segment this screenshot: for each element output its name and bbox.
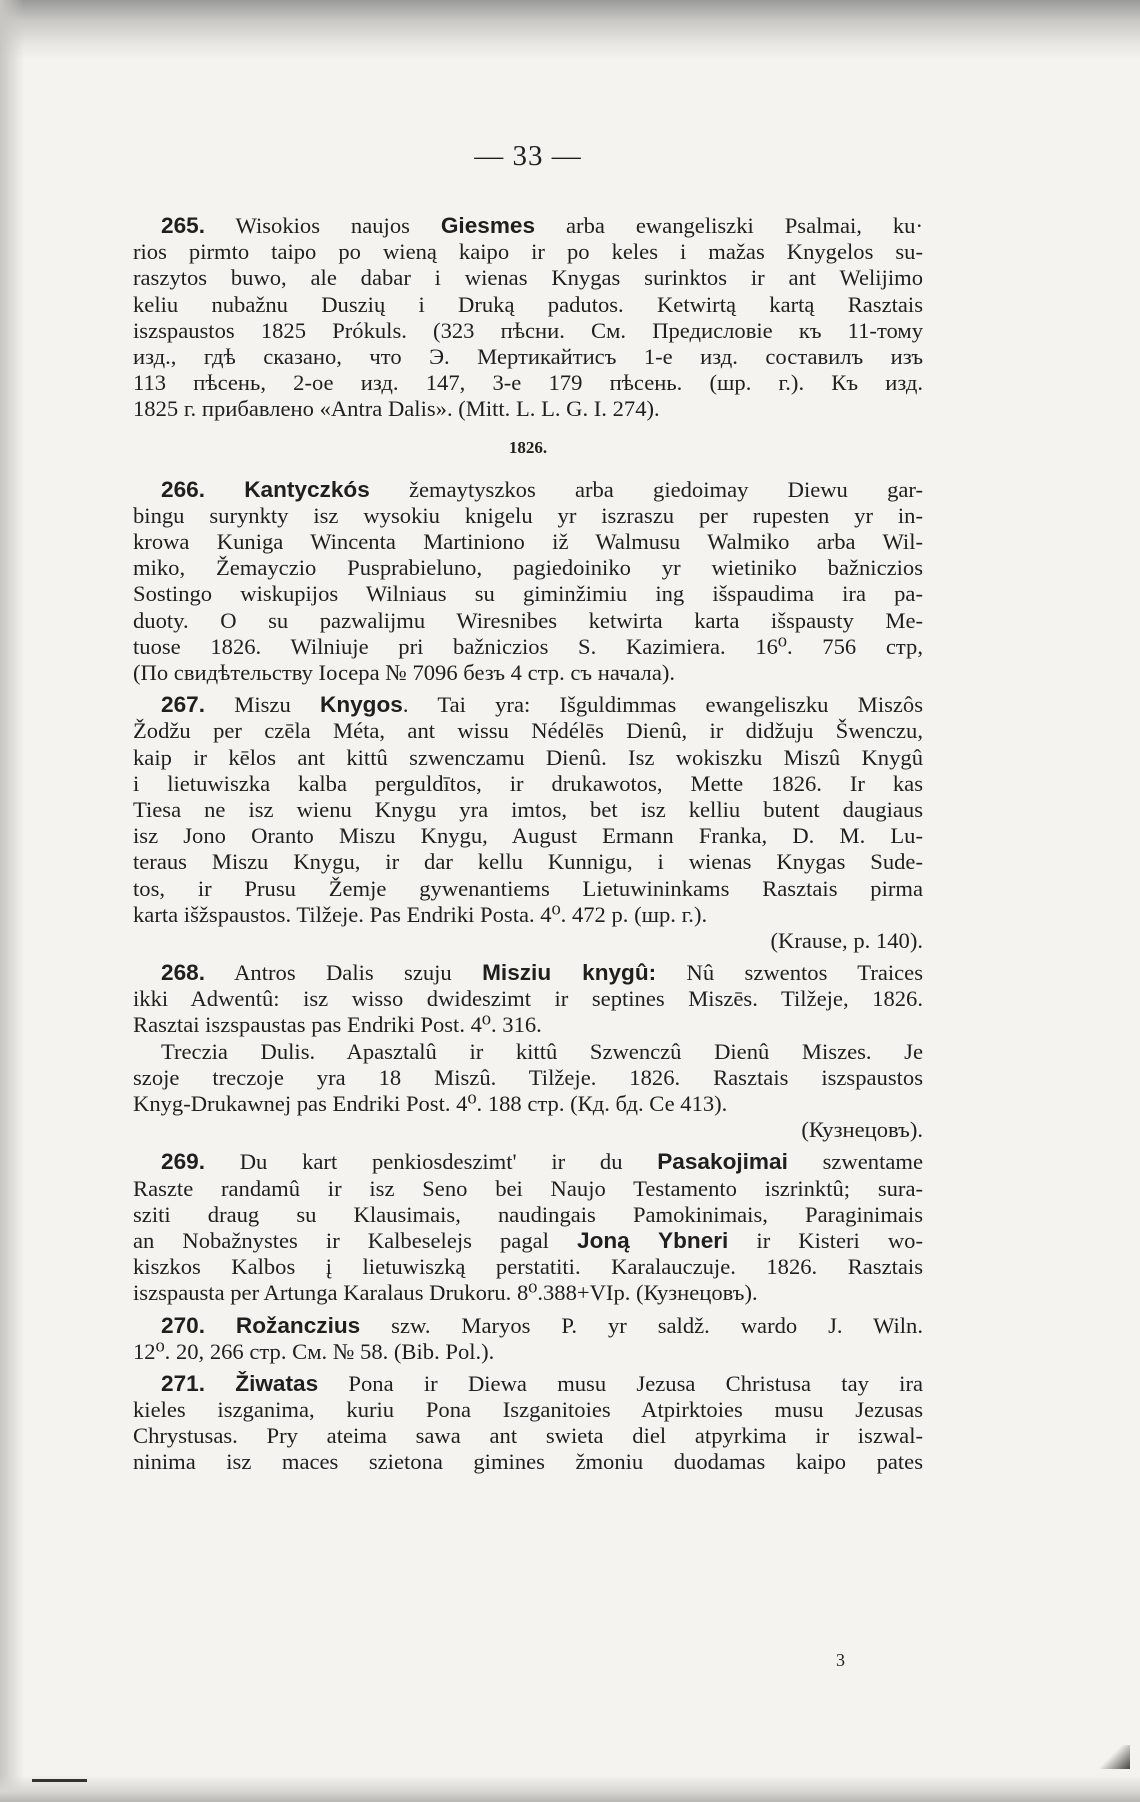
text-segment: Rasztai iszspaustas pas Endriki Post. 4⁰. 316.	[133, 1012, 542, 1038]
text-segment: raszytos buwo, ale dabar i wienas Knygas surinktos ir ant Welijimo	[133, 265, 923, 291]
text-line	[133, 1397, 923, 1423]
text-line	[133, 1176, 923, 1202]
text-line	[133, 1091, 923, 1117]
entry-number: 270.	[161, 1312, 205, 1338]
text-line	[133, 1254, 923, 1280]
text-segment: (Krause, p. 140).	[770, 927, 923, 953]
text-block	[133, 213, 923, 1476]
scan-edge-mark	[32, 1765, 87, 1782]
text-line	[133, 370, 923, 396]
text-line	[133, 634, 923, 660]
text-segment: szwentame	[787, 1149, 923, 1175]
text-line	[133, 928, 923, 954]
entry-keyword: Rožanczius	[235, 1312, 361, 1338]
entry-keyword: Giesmes	[440, 213, 536, 238]
text-segment: žemaytyszkos arba giedoimay Diewu gar-	[369, 476, 923, 502]
text-line	[133, 692, 923, 718]
text-line	[133, 1039, 923, 1065]
entry-number: 268.	[161, 960, 205, 986]
text-segment: ikki Adwentû: isz wisso dwideszimt ir septines Miszēs. Tilžeje, 1826.	[133, 986, 923, 1012]
text-segment: Du kart penkiosdeszimt' ir du	[239, 1149, 658, 1175]
text-segment: Wisokios naujos	[235, 213, 441, 238]
text-line	[133, 555, 923, 581]
entry-number: 265.	[161, 213, 205, 238]
scan-shadow-bottom	[0, 1775, 1140, 1802]
scan-shadow-top	[0, 0, 1140, 60]
text-segment: arba ewangeliszki Psalmai, ku·	[535, 213, 923, 238]
text-line	[133, 986, 923, 1012]
entry-keyword: Joną Ybneri	[577, 1227, 729, 1253]
text-segment: teraus Miszu Knygu, ir dar kellu Kunnigu, i wienas Knygas Sude-	[133, 849, 923, 875]
text-line	[133, 1012, 923, 1038]
text-segment: kieles iszganima, kuriu Pona Iszganitoies Atpirktoies musu Jezusas	[133, 1397, 923, 1423]
text-segment: ninima isz maces szietona gimines žmoniu duodamas kaipo pates	[133, 1449, 923, 1475]
text-segment: iszspausta per Artunga Karalaus Drukoru. 8⁰.388+VIp. (Кузнецовъ).	[133, 1280, 758, 1306]
text-segment: ir Kisteri wo-	[728, 1227, 923, 1253]
text-segment: Miszu	[234, 692, 320, 718]
text-segment: 1825 г. прибавлено «Antra Dalis». (Mitt. L. L. G. I. 274).	[133, 396, 660, 422]
text-segment: Knyg-Drukawnej pas Endriki Post. 4⁰. 188 стр. (Кд. бд. Се 413).	[133, 1091, 728, 1116]
text-segment: karta išžspaustos. Tilžeje. Pas Endriki Posta. 4⁰. 472 p. (шр. г.).	[133, 901, 708, 927]
text-line	[133, 660, 923, 686]
entry-keyword: Misziu knygû:	[482, 960, 657, 986]
text-line	[133, 529, 923, 555]
text-segment: 1826.	[508, 437, 548, 457]
text-line	[133, 1423, 923, 1449]
text-line	[133, 477, 923, 503]
year-heading	[133, 435, 923, 461]
text-line	[133, 292, 923, 318]
text-segment: krowa Kuniga Wincenta Martiniono iž Walmusu Walmiko arba Wil-	[133, 529, 923, 555]
text-line	[133, 745, 923, 771]
text-segment: tuose 1826. Wilniuje pri bažniczios S. Kazimiera. 16⁰. 756 стр,	[133, 633, 923, 659]
text-line	[133, 1313, 923, 1339]
printer-signature: 3	[836, 1650, 845, 1670]
text-segment: bingu surynkty isz wysokiu knigelu yr iszraszu per rupesten yr in-	[133, 502, 923, 528]
entry-keyword: Knygos	[320, 692, 403, 718]
text-segment: изд., гдѣ сказано, что Э. Мертикайтисъ 1-е изд. составилъ изъ	[133, 343, 923, 369]
text-segment: sziti draug su Klausimais, naudingais Pamokinimais, Paraginimais	[133, 1201, 923, 1227]
text-segment: keliu nubažnu Duszių i Druką padutos. Ketwirtą kartą Rasztais	[133, 291, 923, 317]
text-line	[133, 1339, 923, 1365]
entry-number: 267.	[161, 692, 205, 718]
text-line	[133, 849, 923, 875]
text-line	[133, 581, 923, 607]
text-segment: kiszkos Kalbos į lietuwiszką perstatiti. Karalauczuje. 1826. Rasztais	[133, 1254, 923, 1280]
entry-number: 266.	[161, 476, 205, 502]
text-line	[133, 1149, 923, 1175]
text-segment: . Tai yra: Išguldimmas ewangeliszku Miszôs	[402, 692, 923, 718]
entry-keyword: Kantyczkós	[244, 476, 370, 502]
text-segment: isz Jono Oranto Miszu Knygu, August Ermann Franka, D. M. Lu-	[133, 823, 923, 849]
text-line	[133, 823, 923, 849]
text-segment: 12⁰. 20, 266 стр. См. № 58. (Bib. Pol.).	[133, 1338, 495, 1364]
text-segment: an Nobažnystes ir Kalbeselejs pagal	[133, 1227, 577, 1253]
text-segment: rios pirmto taipo po wieną kaipo ir po keles i mažas Knygelos su-	[133, 239, 923, 265]
text-line	[133, 503, 923, 529]
text-segment: i lietuwiszka kalba perguldītos, ir drukawotos, Mette 1826. Ir kas	[133, 770, 923, 796]
text-segment: Antros Dalis szuju	[234, 960, 483, 986]
text-line	[133, 1202, 923, 1228]
entry-number: 271.	[161, 1370, 205, 1396]
text-segment: Tiesa ne isz wienu Knygu yra imtos, bet isz kelliu butent daugiaus	[133, 796, 923, 822]
text-segment: Pona ir Diewa musu Jezusa Christusa tay ira	[318, 1370, 923, 1396]
text-line	[133, 718, 923, 744]
text-line	[133, 344, 923, 370]
text-segment: miko, Žemayczio Pusprabieluno, pagiedoiniko yr wietiniko bažniczios	[133, 555, 923, 581]
text-line	[133, 396, 923, 422]
text-line	[133, 1371, 923, 1397]
text-line	[133, 771, 923, 797]
text-line	[133, 1117, 923, 1143]
text-line	[133, 265, 923, 291]
text-line	[133, 960, 923, 986]
page-number: — 33 —	[474, 140, 582, 172]
text-segment: szw. Maryos P. yr saldž. wardo J. Wiln.	[360, 1312, 923, 1338]
text-segment: kaip ir kēlos ant kittû szwenczamu Dienû. Isz wokiszku Miszû Knygû	[133, 744, 923, 770]
text-segment: Nû szwentos Traices	[656, 960, 923, 986]
text-segment: Chrystusas. Pry ateima sawa ant swieta diel atpyrkima ir iszwal-	[133, 1423, 923, 1449]
text-segment: duoty. O su pazwalijmu Wiresnibes ketwirta karta išspausty Me-	[133, 607, 923, 633]
text-segment: (Кузнецовъ).	[801, 1117, 923, 1143]
text-segment: (По свидѣтельству Іосера № 7096 безъ 4 стр. съ начала).	[133, 660, 676, 685]
text-line	[133, 239, 923, 265]
text-segment: Sostingo wiskupijos Wilniaus su giminžimiu ing išspaudima ira pa-	[133, 581, 923, 607]
text-segment: szoje treczoje yra 18 Miszû. Tilžeje. 1826. Rasztais iszspaustos	[133, 1064, 923, 1090]
entry-number: 269.	[161, 1149, 205, 1175]
text-line	[133, 318, 923, 344]
scan-shadow-left	[0, 0, 24, 1802]
text-line	[133, 902, 923, 928]
text-segment: 113 пѣсень, 2-ое изд. 147, 3-е 179 пѣсень. (шр. г.). Къ изд.	[133, 370, 923, 396]
text-segment: Raszte randamû ir isz Seno bei Naujo Testamento iszrinktû; sura-	[133, 1175, 923, 1201]
text-line	[133, 1228, 923, 1254]
text-line	[133, 608, 923, 634]
text-segment: Žodžu per czēla Méta, ant wissu Nédélēs Dienû, ir didžuju Šwenczu,	[133, 718, 923, 744]
text-line	[133, 1280, 923, 1306]
text-line	[133, 1065, 923, 1091]
text-line	[133, 1449, 923, 1475]
page-corner-mark	[1100, 1745, 1130, 1769]
text-segment: tos, ir Prusu Žemje gywenantiems Lietuwininkams Rasztais pirma	[133, 875, 923, 901]
text-line	[133, 876, 923, 902]
text-line	[133, 797, 923, 823]
page-body	[133, 140, 923, 1476]
entry-keyword: Žiwatas	[235, 1370, 319, 1396]
text-segment: Treczia Dulis. Apasztalû ir kittû Szwenczû Dienû Miszes. Je	[161, 1038, 923, 1064]
entry-keyword: Pasakojimai	[657, 1149, 788, 1175]
text-line	[133, 213, 923, 239]
text-segment: iszspaustos 1825 Prókuls. (323 пѣсни. См. Предисловіе къ 11-тому	[133, 317, 923, 343]
